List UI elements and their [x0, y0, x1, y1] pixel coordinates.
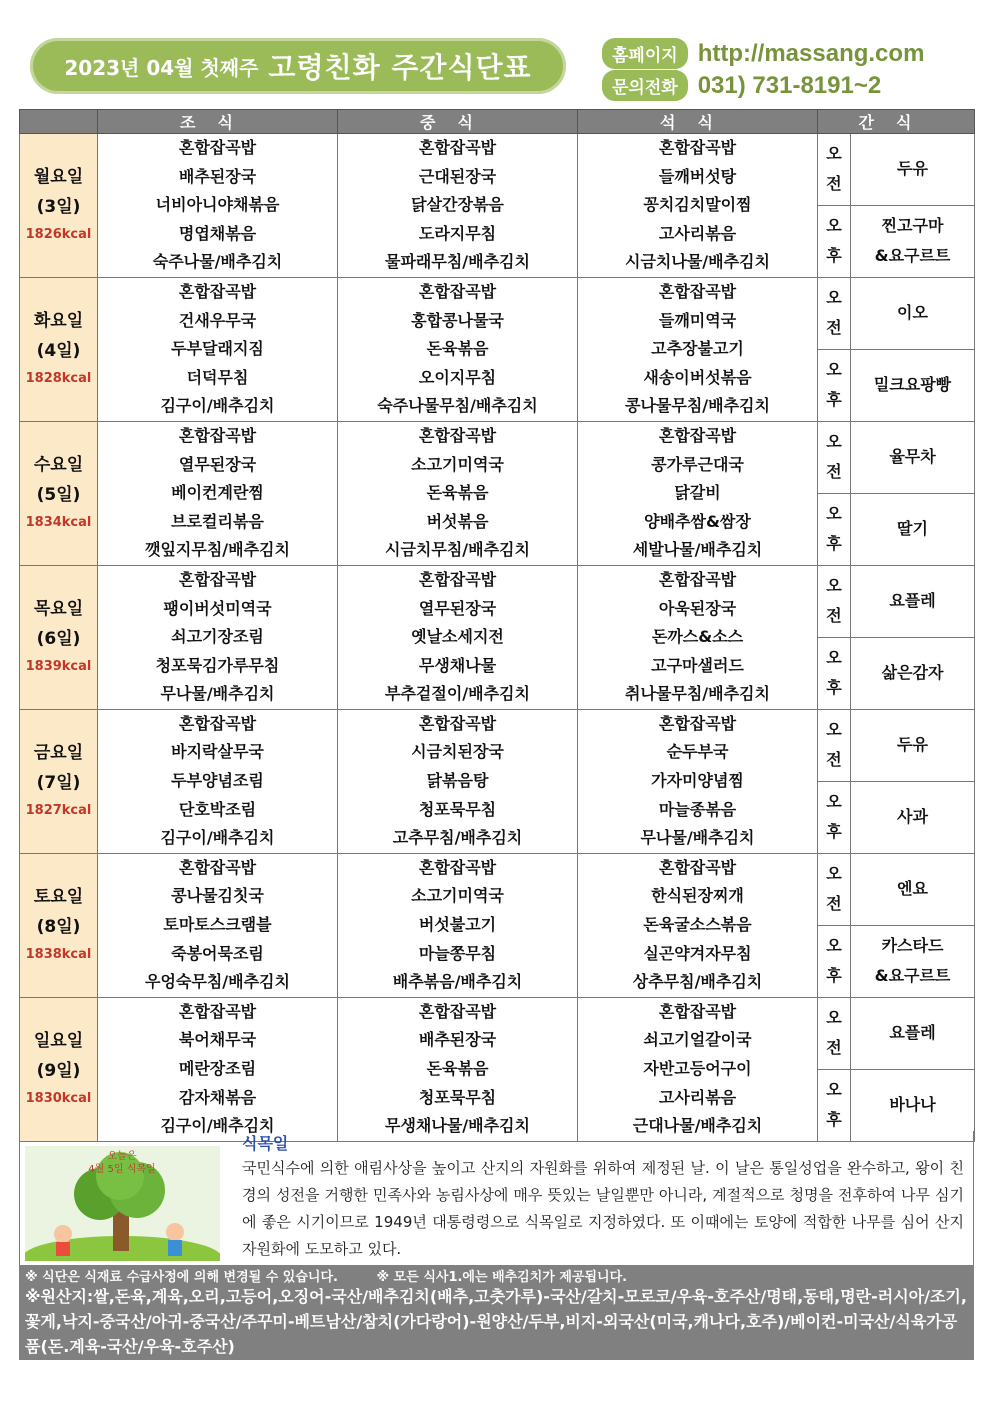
breakfast-cell — [98, 277, 338, 421]
day-date: (3일) — [36, 197, 81, 218]
menu-item: 시금치된장국 — [411, 742, 504, 762]
lunch-cell — [338, 134, 578, 278]
snack-pm-cell — [851, 349, 975, 421]
origin-info: ※원산지:쌀,돈육,계육,오리,고등어,오징어-국산/배추김치(배추,고춧가루)-국산/갈치-모로코/우육-호주산/명태,동태,명란-러시아/조기,꽃게,낙지-중국산/아귀-중국산/주꾸미-베트남산/참치(가다랑어)-원양산/두부,비지-외국산(미국,캐나다,호주)/베이컨-미국산/식육가공품(돈.계육-국산/우육-호주산) — [25, 1287, 967, 1356]
note-body: 국민식수에 의한 애림사상을 높이고 산지의 자원화를 위하여 제정된 날. 이 날은 통일성업을 완수하고, 왕이 친경의 성전을 거행한 민족사와 농림사상에 매우 뜻있는 날일뿐만 아니라, 계절적으로 청명을 전후하여 나무 심기에 좋은 시기이므로 1949년 대통령령으로 식목일로 지정하였다. 또 이때에는 토양에 적합한 나무를 심어 산지자원화에 도모하고 있다. — [242, 1159, 964, 1258]
snack-item: &요구르트 — [874, 966, 951, 986]
day-kcal: 1827kcal — [25, 803, 92, 819]
snack-pm-cell — [851, 205, 975, 277]
menu-item: 고사리볶음 — [658, 1087, 737, 1107]
menu-item: 닭갈비 — [674, 483, 721, 503]
menu-item: 무생채나물/배추김치 — [385, 1116, 530, 1136]
menu-item: 혼합잡곡밥 — [658, 281, 737, 301]
menu-item: 건새우무국 — [178, 310, 257, 330]
pm-label-char: 오 — [826, 648, 842, 668]
menu-item: 콩나물무침/배추김치 — [625, 396, 770, 416]
menu-item: 닭살간장볶음 — [411, 195, 504, 215]
menu-item: 혼합잡곡밥 — [658, 569, 737, 589]
menu-item: 실곤약겨자무침 — [643, 943, 752, 963]
menu-item: 무나물/배추김치 — [640, 828, 755, 848]
menu-item: 소고기미역국 — [411, 454, 504, 474]
menu-item: 깻잎지무침/배추김치 — [145, 540, 290, 560]
day-row — [20, 421, 975, 493]
pm-label-char: 오 — [826, 216, 842, 236]
day-cell — [20, 709, 98, 853]
menu-item: 고구마샐러드 — [651, 655, 744, 675]
am-label-char: 전 — [826, 174, 842, 194]
snack-item: 두유 — [897, 159, 928, 179]
dinner-cell — [578, 421, 818, 565]
am-label-char: 전 — [826, 1038, 842, 1058]
day-date: (9일) — [36, 1061, 81, 1082]
column-header-dinner: 석식 — [578, 110, 818, 134]
menu-item: 메란장조림 — [178, 1059, 257, 1078]
menu-item: 시금치무침/배추김치 — [385, 540, 530, 560]
pm-label-char: 오 — [826, 504, 842, 524]
dinner-cell — [578, 565, 818, 709]
title-week: 2023년 04월 첫째주 — [64, 55, 259, 80]
menu-item: 김구이/배추김치 — [160, 828, 275, 848]
menu-item: 혼합잡곡밥 — [418, 1001, 497, 1021]
dinner-cell — [578, 709, 818, 853]
menu-item: 소고기미역국 — [411, 886, 504, 906]
pm-label-char: 후 — [826, 534, 842, 554]
breakfast-cell — [98, 565, 338, 709]
day-row — [20, 277, 975, 349]
day-name: 화요일 — [33, 311, 84, 332]
menu-item: 오이지무침 — [418, 367, 497, 387]
menu-item: 버섯불고기 — [418, 915, 497, 935]
homepage-row — [602, 38, 924, 69]
menu-item: 혼합잡곡밥 — [658, 138, 737, 157]
snack-item: 엔요 — [897, 879, 928, 899]
menu-item: 들깨버섯탕 — [658, 166, 737, 186]
pm-label-char: 후 — [826, 246, 842, 266]
am-label-char: 오 — [826, 864, 842, 884]
menu-item: 근대된장국 — [418, 166, 497, 186]
breakfast-cell — [98, 853, 338, 997]
lunch-cell — [338, 853, 578, 997]
am-label-char: 오 — [826, 288, 842, 308]
menu-item: 세발나물/배추김치 — [632, 540, 763, 560]
menu-item: 무나물/배추김치 — [160, 684, 275, 704]
day-name: 수요일 — [33, 455, 84, 476]
am-label — [818, 277, 851, 349]
menu-item: 혼합잡곡밥 — [658, 857, 737, 877]
day-row — [20, 853, 975, 925]
pm-label — [818, 205, 851, 277]
snack-item: 요플레 — [889, 1023, 936, 1043]
menu-item: 배추볶음/배추김치 — [392, 972, 523, 992]
menu-item: 혼합잡곡밥 — [418, 713, 497, 733]
menu-item: 명엽채볶음 — [178, 223, 257, 243]
snack-am-cell — [851, 565, 975, 637]
am-label-char: 오 — [826, 576, 842, 596]
menu-item: 숙주나물/배추김치 — [152, 252, 283, 272]
menu-item: 취나물무침/배추김치 — [625, 684, 770, 704]
menu-item: 브로컬리볶음 — [171, 511, 264, 531]
menu-item: 마늘종볶음 — [658, 799, 737, 819]
am-label — [818, 997, 851, 1069]
menu-item: 혼합잡곡밥 — [658, 713, 737, 733]
menu-item: 감자채볶음 — [178, 1087, 257, 1107]
homepage-label: 홈페이지 — [602, 38, 688, 69]
breakfast-cell — [98, 134, 338, 278]
page-title: 고령친화 주간식단표 — [268, 51, 532, 84]
day-date: (6일) — [36, 629, 81, 650]
pm-label-char: 후 — [826, 1110, 842, 1130]
am-label-char: 전 — [826, 894, 842, 914]
menu-item: 혼합잡곡밥 — [178, 857, 257, 877]
menu-item: 양배추쌈&쌈장 — [644, 511, 751, 531]
am-label-char: 오 — [826, 1008, 842, 1028]
column-header-snack: 간식 — [818, 110, 975, 134]
day-row — [20, 997, 975, 1069]
menu-item: 열무된장국 — [418, 598, 497, 618]
menu-item: 두부양념조림 — [171, 771, 264, 791]
snack-item: 삶은감자 — [881, 663, 944, 683]
menu-item: 돈육볶음 — [426, 483, 489, 503]
dinner-cell — [578, 997, 818, 1141]
dinner-cell — [578, 134, 818, 278]
menu-item: 혼합잡곡밥 — [658, 425, 737, 445]
phone-number: 031) 731-8191~2 — [697, 71, 882, 99]
day-cell — [20, 277, 98, 421]
lunch-cell — [338, 277, 578, 421]
menu-item: 홍합콩나물국 — [411, 310, 504, 330]
menu-item: 더덕무침 — [186, 367, 249, 387]
am-label — [818, 709, 851, 781]
day-cell — [20, 997, 98, 1141]
day-row — [20, 134, 975, 206]
menu-item: 아욱된장국 — [658, 598, 737, 618]
menu-item: 도라지무침 — [418, 223, 497, 243]
snack-item: 딸기 — [897, 519, 928, 539]
illustration-text-2: 4월 5일 식목일 — [88, 1164, 156, 1175]
snack-pm-cell — [851, 493, 975, 565]
day-cell — [20, 421, 98, 565]
day-date: (8일) — [36, 917, 81, 938]
breakfast-cell — [98, 709, 338, 853]
footer-notices — [19, 1265, 974, 1284]
day-name: 일요일 — [33, 1031, 84, 1052]
menu-item: 혼합잡곡밥 — [178, 569, 257, 589]
menu-item: 배추된장국 — [178, 166, 257, 186]
table-header-row — [20, 110, 975, 134]
menu-item: 너비아니야채볶음 — [155, 195, 280, 215]
dinner-cell — [578, 277, 818, 421]
am-label — [818, 134, 851, 206]
menu-item: 혼합잡곡밥 — [178, 1001, 257, 1021]
menu-item: 김구이/배추김치 — [160, 1116, 275, 1136]
menu-item: 혼합잡곡밥 — [178, 281, 257, 301]
menu-item: 고추장불고기 — [651, 339, 744, 359]
menu-item: 혼합잡곡밥 — [178, 138, 257, 157]
snack-item: 이오 — [897, 303, 928, 323]
snack-pm-cell — [851, 925, 975, 997]
menu-item: 혼합잡곡밥 — [418, 425, 497, 445]
menu-item: 숙주나물무침/배추김치 — [377, 396, 538, 416]
menu-item: 부추겉절이/배추김치 — [385, 684, 530, 704]
pm-label — [818, 637, 851, 709]
day-row — [20, 565, 975, 637]
menu-item: 돈육볶음 — [426, 339, 489, 359]
menu-item: 김구이/배추김치 — [160, 396, 275, 416]
breakfast-cell — [98, 997, 338, 1141]
pm-label — [818, 781, 851, 853]
title-banner — [30, 38, 566, 94]
menu-item: 두부달래지짐 — [171, 339, 264, 359]
day-date: (5일) — [36, 485, 81, 506]
menu-item: 콩가루근대국 — [651, 454, 744, 474]
pm-label-char: 오 — [826, 1080, 842, 1100]
menu-item: 돈까스&소스 — [651, 627, 744, 647]
menu-item: 들깨미역국 — [658, 310, 737, 330]
pm-label — [818, 925, 851, 997]
menu-item: 고추무침/배추김치 — [392, 828, 523, 848]
day-row — [20, 709, 975, 781]
phone-row — [602, 70, 881, 101]
snack-pm-cell — [851, 637, 975, 709]
menu-item: 우엉숙무침/배추김치 — [145, 972, 290, 992]
day-name: 목요일 — [33, 599, 84, 620]
menu-item: 꽁치김치말이찜 — [643, 195, 752, 215]
column-header-breakfast: 조식 — [98, 110, 338, 134]
menu-item: 콩나물김칫국 — [171, 886, 264, 906]
am-label-char: 전 — [826, 750, 842, 770]
day-date: (4일) — [36, 341, 81, 362]
menu-item: 시금치나물/배추김치 — [625, 252, 770, 272]
menu-item: 근대나물/배추김치 — [632, 1116, 763, 1136]
pm-label-char: 오 — [826, 360, 842, 380]
menu-item: 베이컨계란찜 — [171, 483, 264, 503]
day-kcal: 1838kcal — [25, 947, 92, 963]
menu-item: 마늘쫑무침 — [418, 943, 497, 963]
homepage-url[interactable]: http://massang.com — [697, 39, 925, 67]
menu-item: 상추무침/배추김치 — [632, 972, 763, 992]
lunch-cell — [338, 565, 578, 709]
menu-item: 배추된장국 — [418, 1030, 497, 1050]
pm-label — [818, 349, 851, 421]
menu-item: 가자미양념찜 — [651, 771, 744, 791]
day-kcal: 1834kcal — [25, 515, 92, 531]
am-label-char: 전 — [826, 318, 842, 338]
pm-label-char: 오 — [826, 792, 842, 812]
menu-item: 혼합잡곡밥 — [418, 281, 497, 301]
menu-item: 청포묵무침 — [418, 1087, 497, 1107]
menu-item: 한식된장찌개 — [651, 886, 744, 906]
illustration-text-1: 오늘은 — [107, 1151, 137, 1162]
snack-item: &요구르트 — [874, 246, 951, 266]
menu-item: 청포묵무침 — [418, 799, 497, 819]
menu-item: 닭볶음탕 — [426, 771, 489, 791]
day-cell — [20, 134, 98, 278]
menu-item: 자반고등어구이 — [643, 1059, 752, 1078]
day-kcal: 1828kcal — [25, 371, 92, 387]
weekly-menu-table — [19, 109, 975, 1142]
menu-item: 혼합잡곡밥 — [178, 713, 257, 733]
snack-pm-cell — [851, 781, 975, 853]
menu-item: 팽이버섯미역국 — [163, 598, 272, 618]
menu-item: 무생채나물 — [418, 655, 497, 675]
snack-item: 두유 — [897, 735, 928, 755]
note-title: 식목일 — [242, 1134, 289, 1153]
snack-item: 찐고구마 — [881, 216, 944, 236]
menu-item: 돈육볶음 — [426, 1059, 489, 1078]
snack-item: 요플레 — [889, 591, 936, 611]
pm-label-char: 후 — [826, 390, 842, 410]
footer-notice-1: ※ 식단은 식재료 수급사정에 의해 변경될 수 있습니다. — [25, 1270, 338, 1285]
menu-body — [20, 134, 975, 1142]
day-name: 토요일 — [33, 887, 84, 908]
am-label — [818, 853, 851, 925]
day-kcal: 1830kcal — [25, 1091, 92, 1107]
snack-am-cell — [851, 134, 975, 206]
menu-item: 혼합잡곡밥 — [418, 569, 497, 589]
menu-item: 죽봉어묵조림 — [171, 943, 264, 963]
menu-item: 단호박조림 — [178, 799, 257, 819]
day-kcal: 1839kcal — [25, 659, 92, 675]
column-header-empty — [20, 110, 98, 134]
menu-item: 순두부국 — [666, 742, 729, 762]
day-kcal: 1826kcal — [25, 227, 92, 243]
lunch-cell — [338, 421, 578, 565]
pm-label-char: 후 — [826, 822, 842, 842]
day-date: (7일) — [36, 773, 81, 794]
breakfast-cell — [98, 421, 338, 565]
menu-item: 버섯볶음 — [426, 511, 489, 531]
menu-item: 물파래무침/배추김치 — [385, 252, 530, 272]
menu-item: 고사리볶음 — [658, 223, 737, 243]
snack-item: 밀크요팡빵 — [873, 375, 952, 395]
menu-item: 열무된장국 — [178, 454, 257, 474]
pm-label-char: 오 — [826, 936, 842, 956]
menu-item: 쇠고기얼갈이국 — [643, 1030, 752, 1050]
pm-label-char: 후 — [826, 678, 842, 698]
day-name: 금요일 — [33, 743, 84, 764]
pm-label — [818, 493, 851, 565]
phone-label: 문의전화 — [602, 70, 688, 101]
am-label-char: 오 — [826, 720, 842, 740]
snack-item: 카스타드 — [881, 936, 944, 956]
am-label-char: 전 — [826, 606, 842, 626]
snack-item: 사과 — [897, 807, 928, 827]
am-label-char: 오 — [826, 432, 842, 452]
footer-bar — [19, 1265, 974, 1360]
menu-item: 새송이버섯볶음 — [643, 367, 752, 387]
menu-item: 혼합잡곡밥 — [418, 138, 497, 157]
menu-item: 북어채무국 — [178, 1030, 257, 1050]
am-label — [818, 421, 851, 493]
am-label-char: 전 — [826, 462, 842, 482]
menu-item: 토마토스크램블 — [163, 915, 272, 935]
snack-am-cell — [851, 277, 975, 349]
snack-am-cell — [851, 421, 975, 493]
day-cell — [20, 565, 98, 709]
snack-item: 바나나 — [889, 1095, 936, 1115]
snack-am-cell — [851, 997, 975, 1069]
day-cell — [20, 853, 98, 997]
menu-item: 돈육굴소스볶음 — [643, 915, 752, 935]
menu-item: 바지락살무국 — [171, 742, 264, 762]
footer-notice-2: ※ 모든 식사1.에는 배추김치가 제공됩니다. — [376, 1270, 628, 1285]
dinner-cell — [578, 853, 818, 997]
column-header-lunch: 중식 — [338, 110, 578, 134]
am-label-char: 오 — [826, 144, 842, 164]
arbor-day-illustration — [25, 1146, 220, 1261]
am-label — [818, 565, 851, 637]
snack-am-cell — [851, 709, 975, 781]
lunch-cell — [338, 997, 578, 1141]
menu-item: 쇠고기장조림 — [171, 627, 264, 647]
lunch-cell — [338, 709, 578, 853]
day-name: 월요일 — [33, 167, 84, 188]
menu-item: 혼합잡곡밥 — [178, 425, 257, 445]
snack-am-cell — [851, 853, 975, 925]
menu-item: 혼합잡곡밥 — [658, 1001, 737, 1021]
menu-item: 혼합잡곡밥 — [418, 857, 497, 877]
snack-item: 율무차 — [889, 447, 936, 467]
menu-item: 옛날소세지전 — [411, 627, 504, 647]
arbor-day-note — [19, 1131, 974, 1266]
pm-label-char: 후 — [826, 966, 842, 986]
menu-item: 청포묵김가루무침 — [155, 655, 280, 675]
